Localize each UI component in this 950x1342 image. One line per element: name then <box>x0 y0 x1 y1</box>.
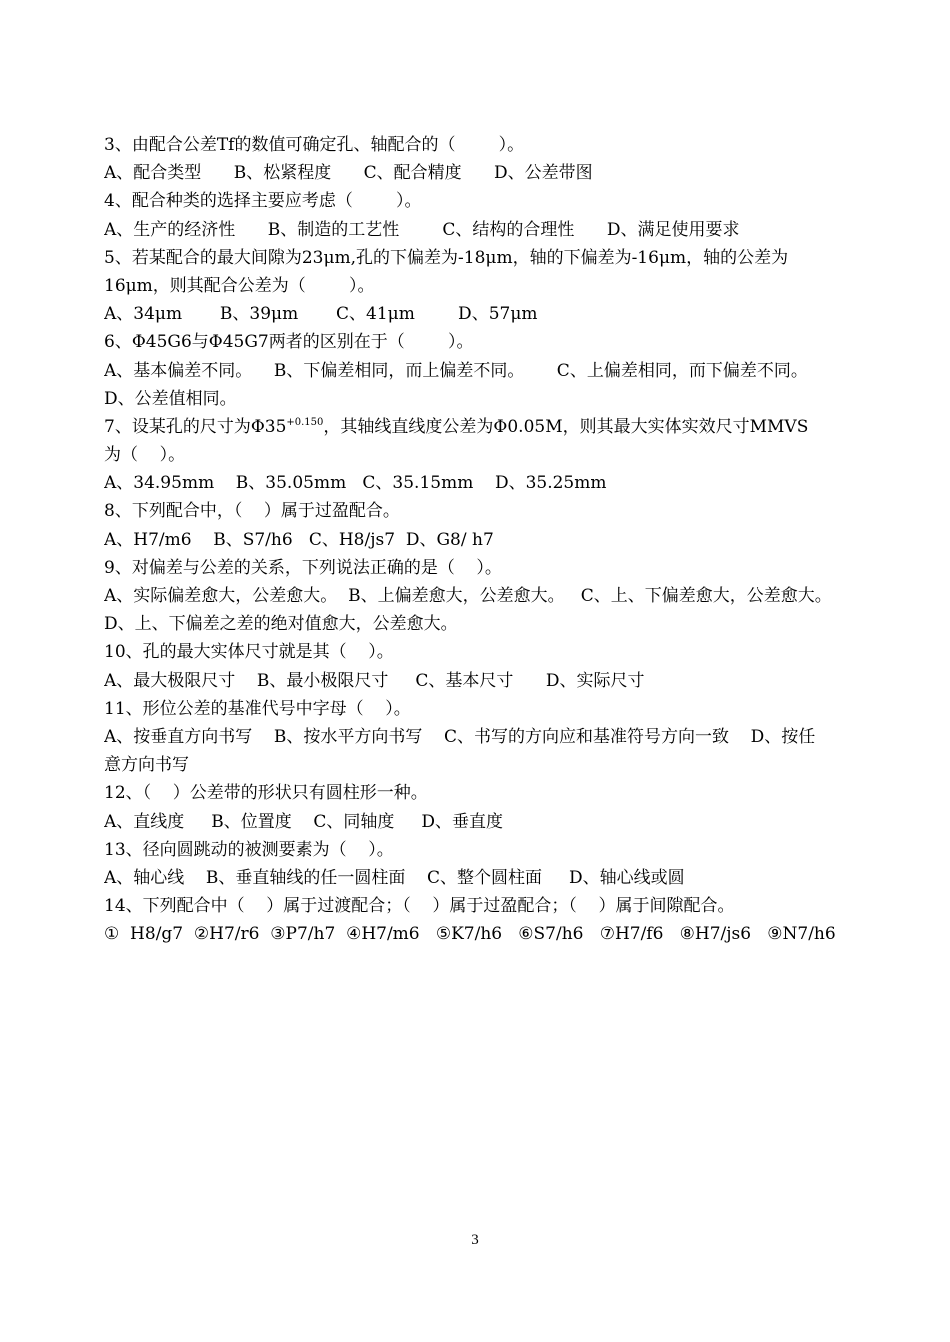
text-line: A、基本偏差不同。 B、下偏差相同，而上偏差不同。 C、上偏差相同，而下偏差不同。 <box>104 360 808 381</box>
q7-text-before: 7、设某孔的尺寸为Φ35 <box>104 416 287 437</box>
text-line: A、34μm B、39μm C、41μm D、57μm <box>104 304 538 325</box>
text-line: 16μm，则其配合公差为（ ）。 <box>104 275 375 296</box>
text-line: D、上、下偏差之差的绝对值愈大，公差愈大。 <box>104 614 458 635</box>
text-line: A、直线度 B、位置度 C、同轴度 D、垂直度 <box>104 811 504 832</box>
text-line: A、配合类型 B、松紧程度 C、配合精度 D、公差带图 <box>104 163 593 184</box>
text-line: 12、（ ）公差带的形状只有圆柱形一种。 <box>104 783 428 804</box>
question-7-line <box>104 413 864 441</box>
q7-text-after: ，其轴线直线度公差为Φ0.05M，则其最大实体实效尺寸MMVS <box>323 416 809 437</box>
text-line: 6、Φ45G6与Φ45G7两者的区别在于（ ）。 <box>104 332 474 353</box>
text-line: A、轴心线 B、垂直轴线的任一圆柱面 C、整个圆柱面 D、轴心线或圆 <box>104 867 685 888</box>
text-line: 14、下列配合中（ ）属于过渡配合；（ ）属于过盈配合；（ ）属于间隙配合。 <box>104 896 735 917</box>
text-line: 3、由配合公差Tf的数值可确定孔、轴配合的（ ）。 <box>104 135 525 155</box>
text-line: 5、若某配合的最大间隙为23μm,孔的下偏差为-18μm，轴的下偏差为-16μm，轴的公差为 <box>104 247 789 268</box>
question-list <box>104 131 864 948</box>
q7-tolerance-superscript: +0.150 <box>286 416 324 428</box>
page-number: 3 <box>471 1232 479 1248</box>
text-line: 13、径向圆跳动的被测要素为（ ）。 <box>104 839 394 860</box>
text-line: A、实际偏差愈大，公差愈大。 B、上偏差愈大，公差愈大。 C、上、下偏差愈大，公差愈大。 <box>104 586 832 606</box>
text-line: A、34.95mm B、35.05mm C、35.15mm D、35.25mm <box>104 473 607 494</box>
text-line: 意方向书写 <box>104 755 189 776</box>
text-line: 为（ ）。 <box>104 445 186 466</box>
text-line: 4、配合种类的选择主要应考虑（ ）。 <box>104 191 422 212</box>
text-line: A、按垂直方向书写 B、按水平方向书写 C、书写的方向应和基准符号方向一致 D、按任 <box>104 726 816 747</box>
text-line: 11、形位公差的基准代号中字母（ ）。 <box>104 698 411 719</box>
text-line: A、H7/m6 B、S7/h6 C、H8/js7 D、G8/ h7 <box>104 529 494 550</box>
text-line: D、公差值相同。 <box>104 388 237 409</box>
text-line: ① H8/g7 ②H7/r6 ③P7/h7 ④H7/m6 ⑤K7/h6 ⑥S7/h6 ⑦H7/f6 ⑧H7/js6 ⑨N7/h6 <box>104 924 836 945</box>
text-line: 9、对偏差与公差的关系，下列说法正确的是（ ）。 <box>104 557 502 578</box>
text-line: A、最大极限尺寸 B、最小极限尺寸 C、基本尺寸 D、实际尺寸 <box>104 670 645 691</box>
text-line: 10、孔的最大实体尺寸就是其（ ）。 <box>104 642 394 663</box>
text-line: 8、下列配合中，（ ）属于过盈配合。 <box>104 501 400 522</box>
text-line: A、生产的经济性 B、制造的工艺性 C、结构的合理性 D、满足使用要求 <box>104 219 740 240</box>
